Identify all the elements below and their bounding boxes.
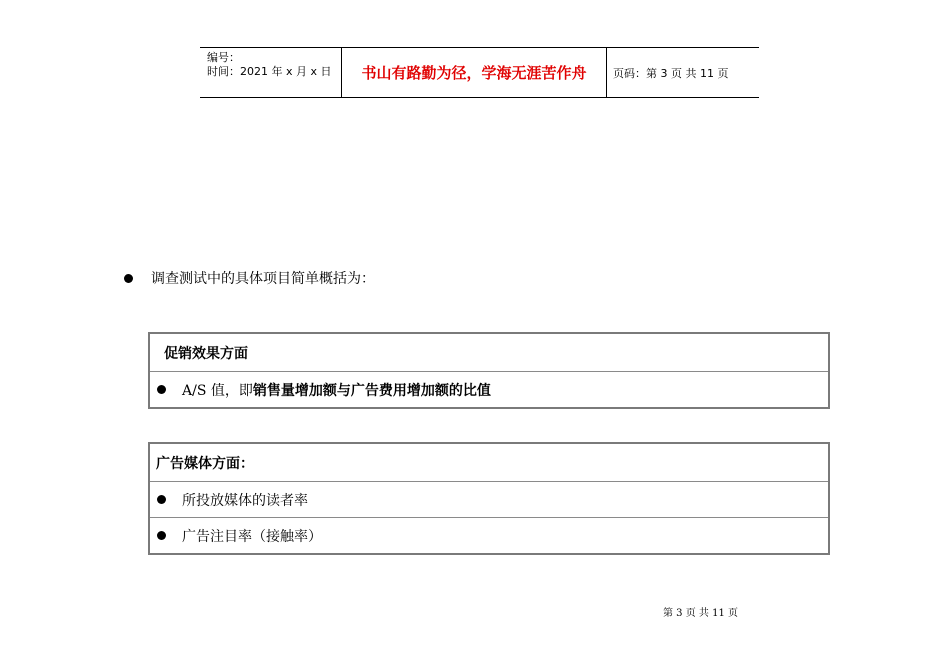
promotion-effect-box (148, 332, 830, 409)
date-label: 时间：2021 年 x 月 x 日 (207, 65, 332, 78)
page-footer: 第 3 页 共 11 页 (663, 608, 738, 619)
list-item (150, 371, 828, 407)
box-title: 广告媒体方面： (156, 455, 254, 472)
ad-media-box (148, 442, 830, 555)
item-text: 所投放媒体的读者率 (182, 492, 308, 509)
header-motto: 书山有路勤为径，学海无涯苦作舟 (342, 48, 607, 97)
header-meta (200, 48, 342, 97)
intro-bullet (124, 268, 375, 288)
header-page-info: 页码：第 3 页 共 11 页 (613, 66, 729, 80)
item-prefix: A/S 值，即 (182, 382, 253, 399)
number-label: 编号： (207, 51, 240, 64)
item-bold-text: 销售量增加额与广告费用增加额的比值 (252, 382, 491, 399)
item-text: 广告注目率（接触率） (182, 528, 322, 545)
intro-text: 调查测试中的具体项目简单概括为： (151, 271, 375, 287)
box-title: 促销效果方面 (164, 345, 248, 362)
bullet-icon (124, 274, 133, 283)
page-header (200, 47, 759, 98)
bullet-icon (157, 385, 166, 394)
list-item (150, 481, 828, 517)
bullet-icon (157, 495, 166, 504)
bullet-icon (157, 531, 166, 540)
list-item (150, 517, 828, 553)
